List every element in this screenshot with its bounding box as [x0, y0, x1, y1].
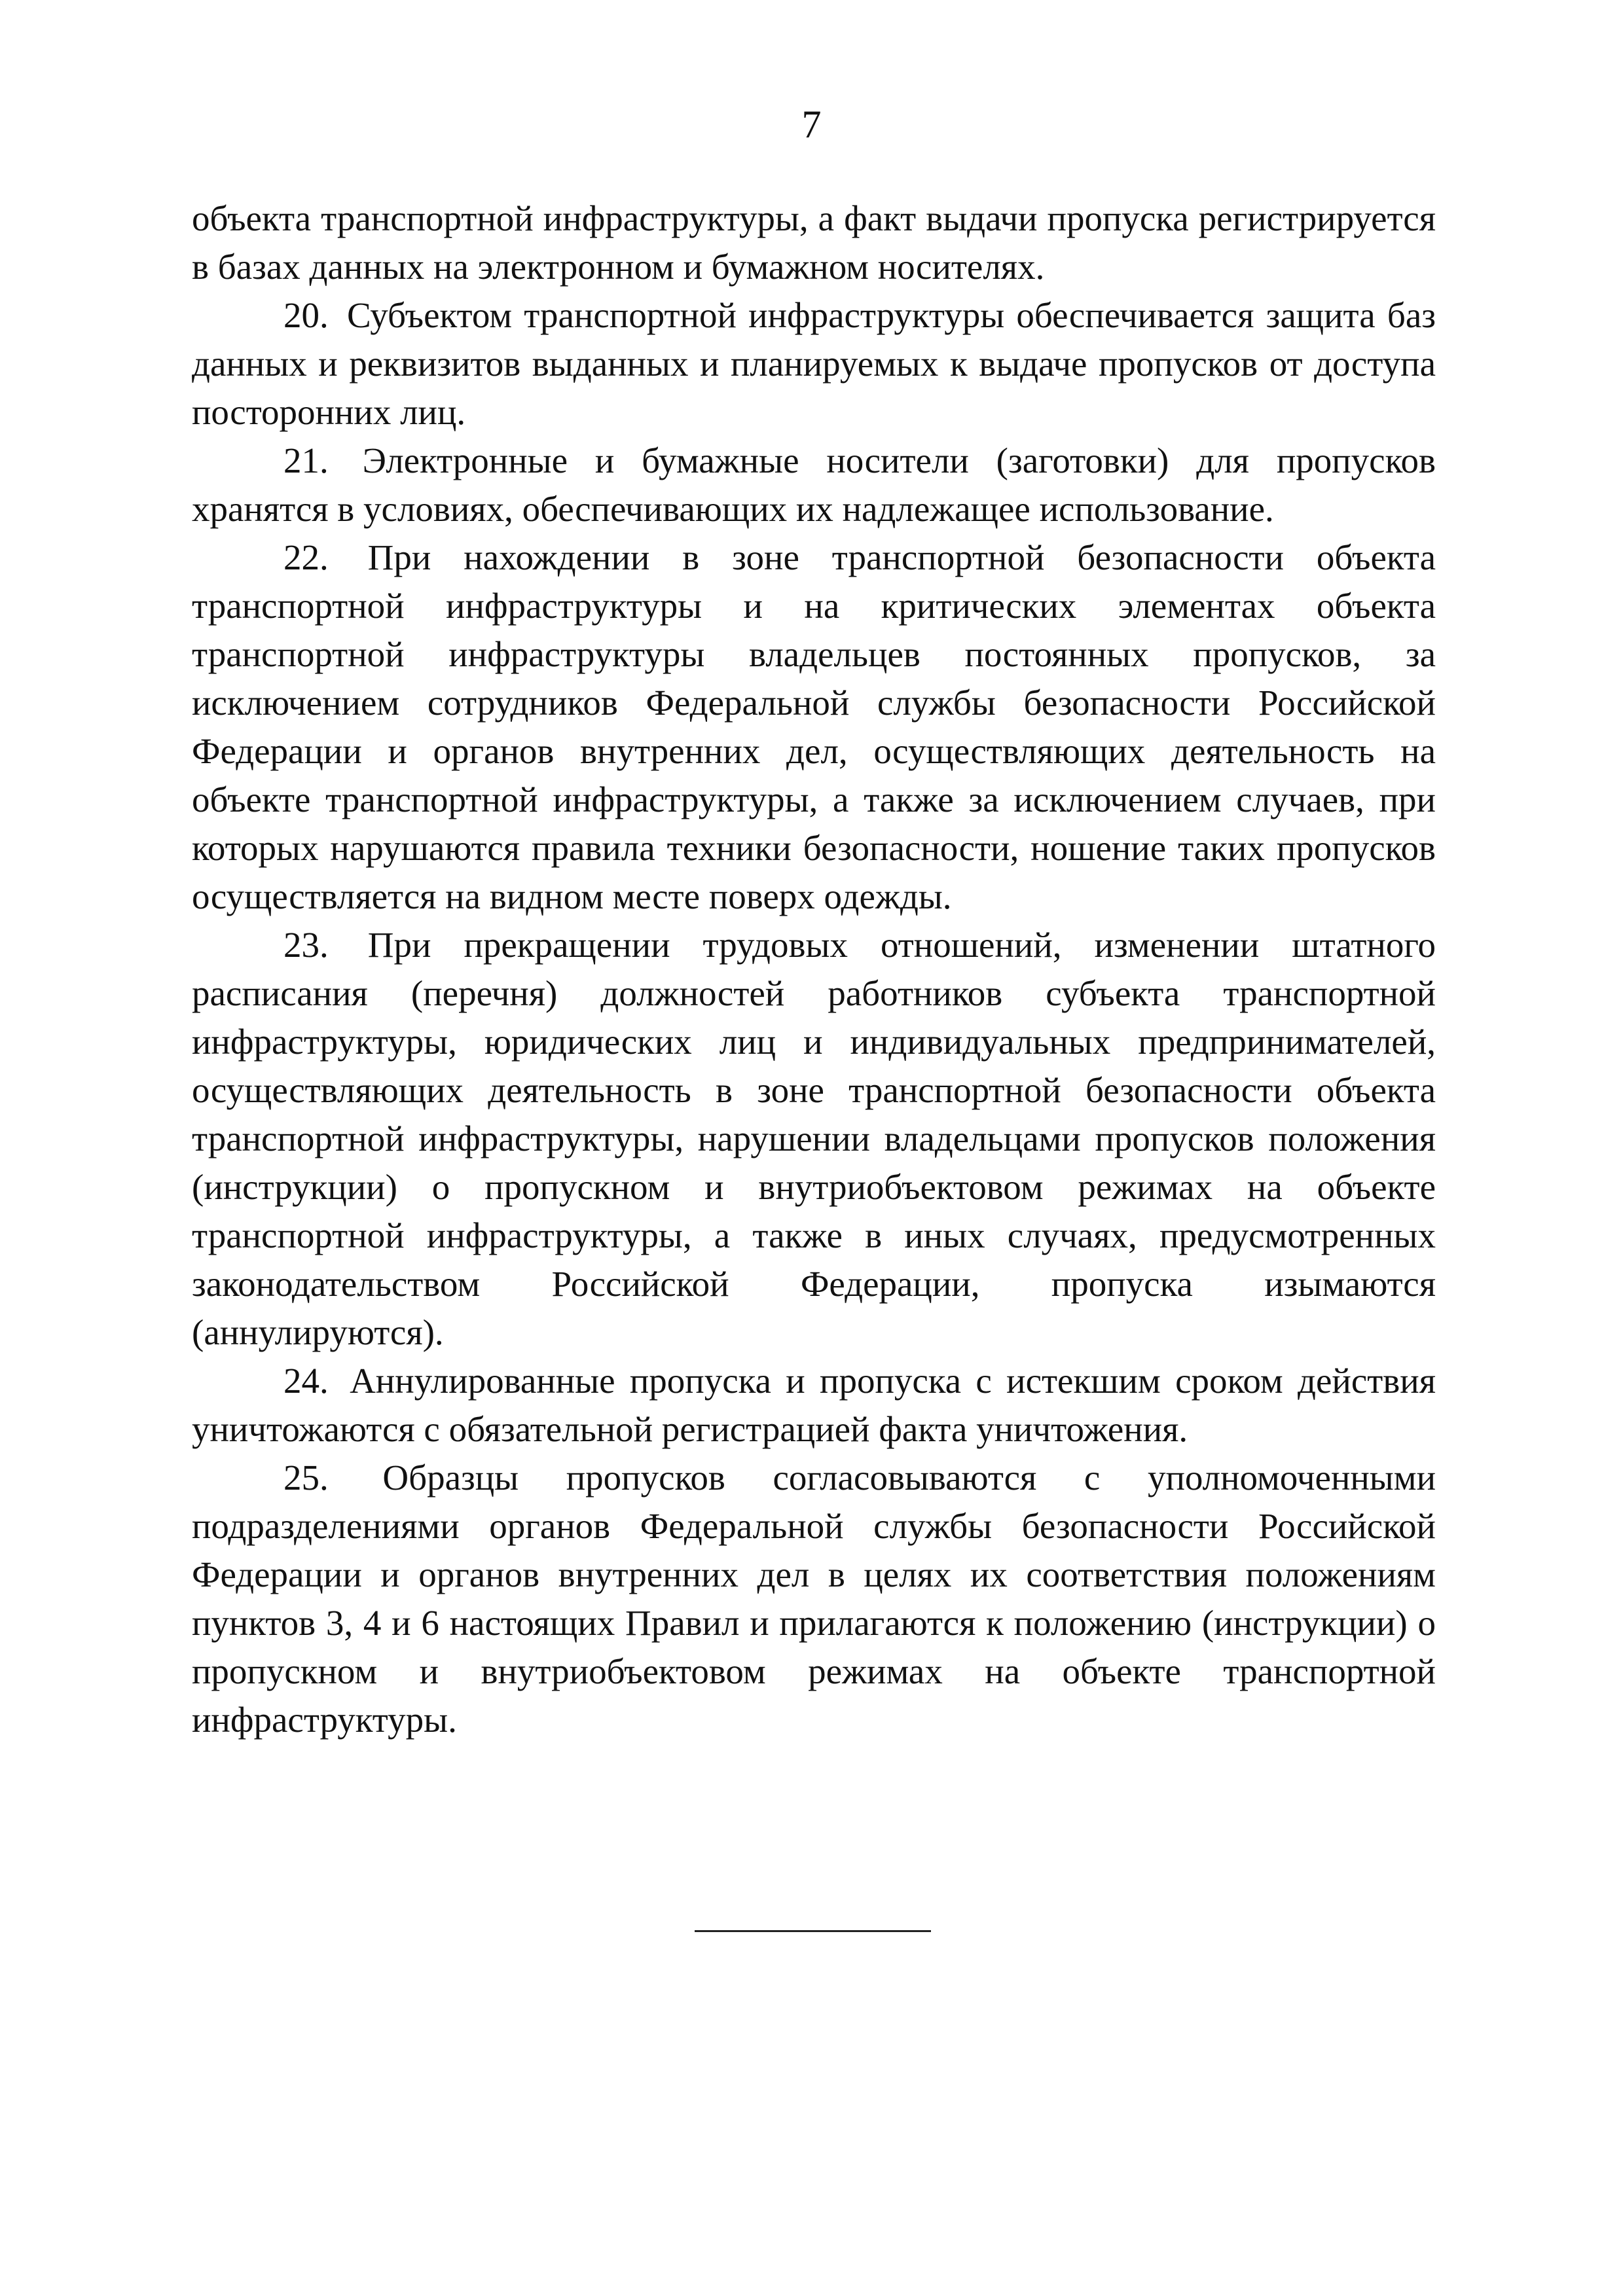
- paragraph-number: 25.: [283, 1458, 329, 1498]
- paragraph-number: 21.: [283, 440, 329, 480]
- paragraph-text: При прекращении трудовых отношений, изменении штатного расписания (перечня) должностей работников субъекта транспортной инфраструктуры, юридических лиц и индивидуальных предпринимателей, осуществляющих деятельность в зоне транспортной безопасности объекта транспортной инфраструктуры, нарушении владельцами пропусков положения (инструкции) о пропускном и внутриобъектовом режимах на объекте транспортной инфраструктуры, а также в иных случаях, предусмотренных законодательством Российской Федерации, пропуска изымаются (аннулируются).: [192, 925, 1436, 1352]
- paragraph-text: При нахождении в зоне транспортной безопасности объекта транспортной инфраструктуры и на критических элементах объекта транспортной инфраструктуры владельцев постоянных пропусков, за исключением сотрудников Федеральной службы безопасности Российской Федерации и органов внутренних дел, осуществляющих деятельность на объекте транспортной инфраструктуры, а также за исключением случаев, при которых нарушаются правила техники безопасности, ношение таких пропусков осуществляется на видном месте поверх одежды.: [192, 537, 1436, 916]
- paragraph-continuation: [192, 194, 1436, 291]
- paragraph-text: Образцы пропусков согласовываются с уполномоченными подразделениями органов Федеральной службы безопасности Российской Федерации и органов внутренних дел в целях их соответствия положениям пунктов 3, 4 и 6 настоящих Правил и прилагаются к положению (инструкции) о пропускном и внутриобъектовом режимах на объекте транспортной инфраструктуры.: [192, 1458, 1436, 1740]
- paragraph-number: 23.: [283, 925, 329, 965]
- paragraph-text: Субъектом транспортной инфраструктуры обеспечивается защита баз данных и реквизитов выданных и планируемых к выдаче пропусков от доступа посторонних лиц.: [192, 295, 1436, 432]
- paragraph-23: [192, 921, 1436, 1357]
- paragraph-number: 22.: [283, 537, 329, 577]
- paragraph-21: [192, 437, 1436, 533]
- page-number: 7: [801, 103, 822, 146]
- end-of-document-rule: [695, 1930, 931, 1932]
- paragraph-20: [192, 291, 1436, 437]
- paragraph-25: [192, 1454, 1436, 1744]
- paragraph-24: [192, 1357, 1436, 1454]
- paragraph-number: 24.: [283, 1361, 329, 1401]
- document-body: [192, 194, 1436, 1744]
- paragraph-text: Аннулированные пропуска и пропуска с истекшим сроком действия уничтожаются с обязательной регистрацией факта уничтожения.: [192, 1361, 1436, 1449]
- paragraph-number: 20.: [283, 295, 329, 335]
- paragraph-text: Электронные и бумажные носители (заготовки) для пропусков хранятся в условиях, обеспечивающих их надлежащее использование.: [192, 440, 1436, 529]
- paragraph-text: объекта транспортной инфраструктуры, а факт выдачи пропуска регистрируется в базах данных на электронном и бумажном носителях.: [192, 198, 1436, 287]
- paragraph-22: [192, 533, 1436, 921]
